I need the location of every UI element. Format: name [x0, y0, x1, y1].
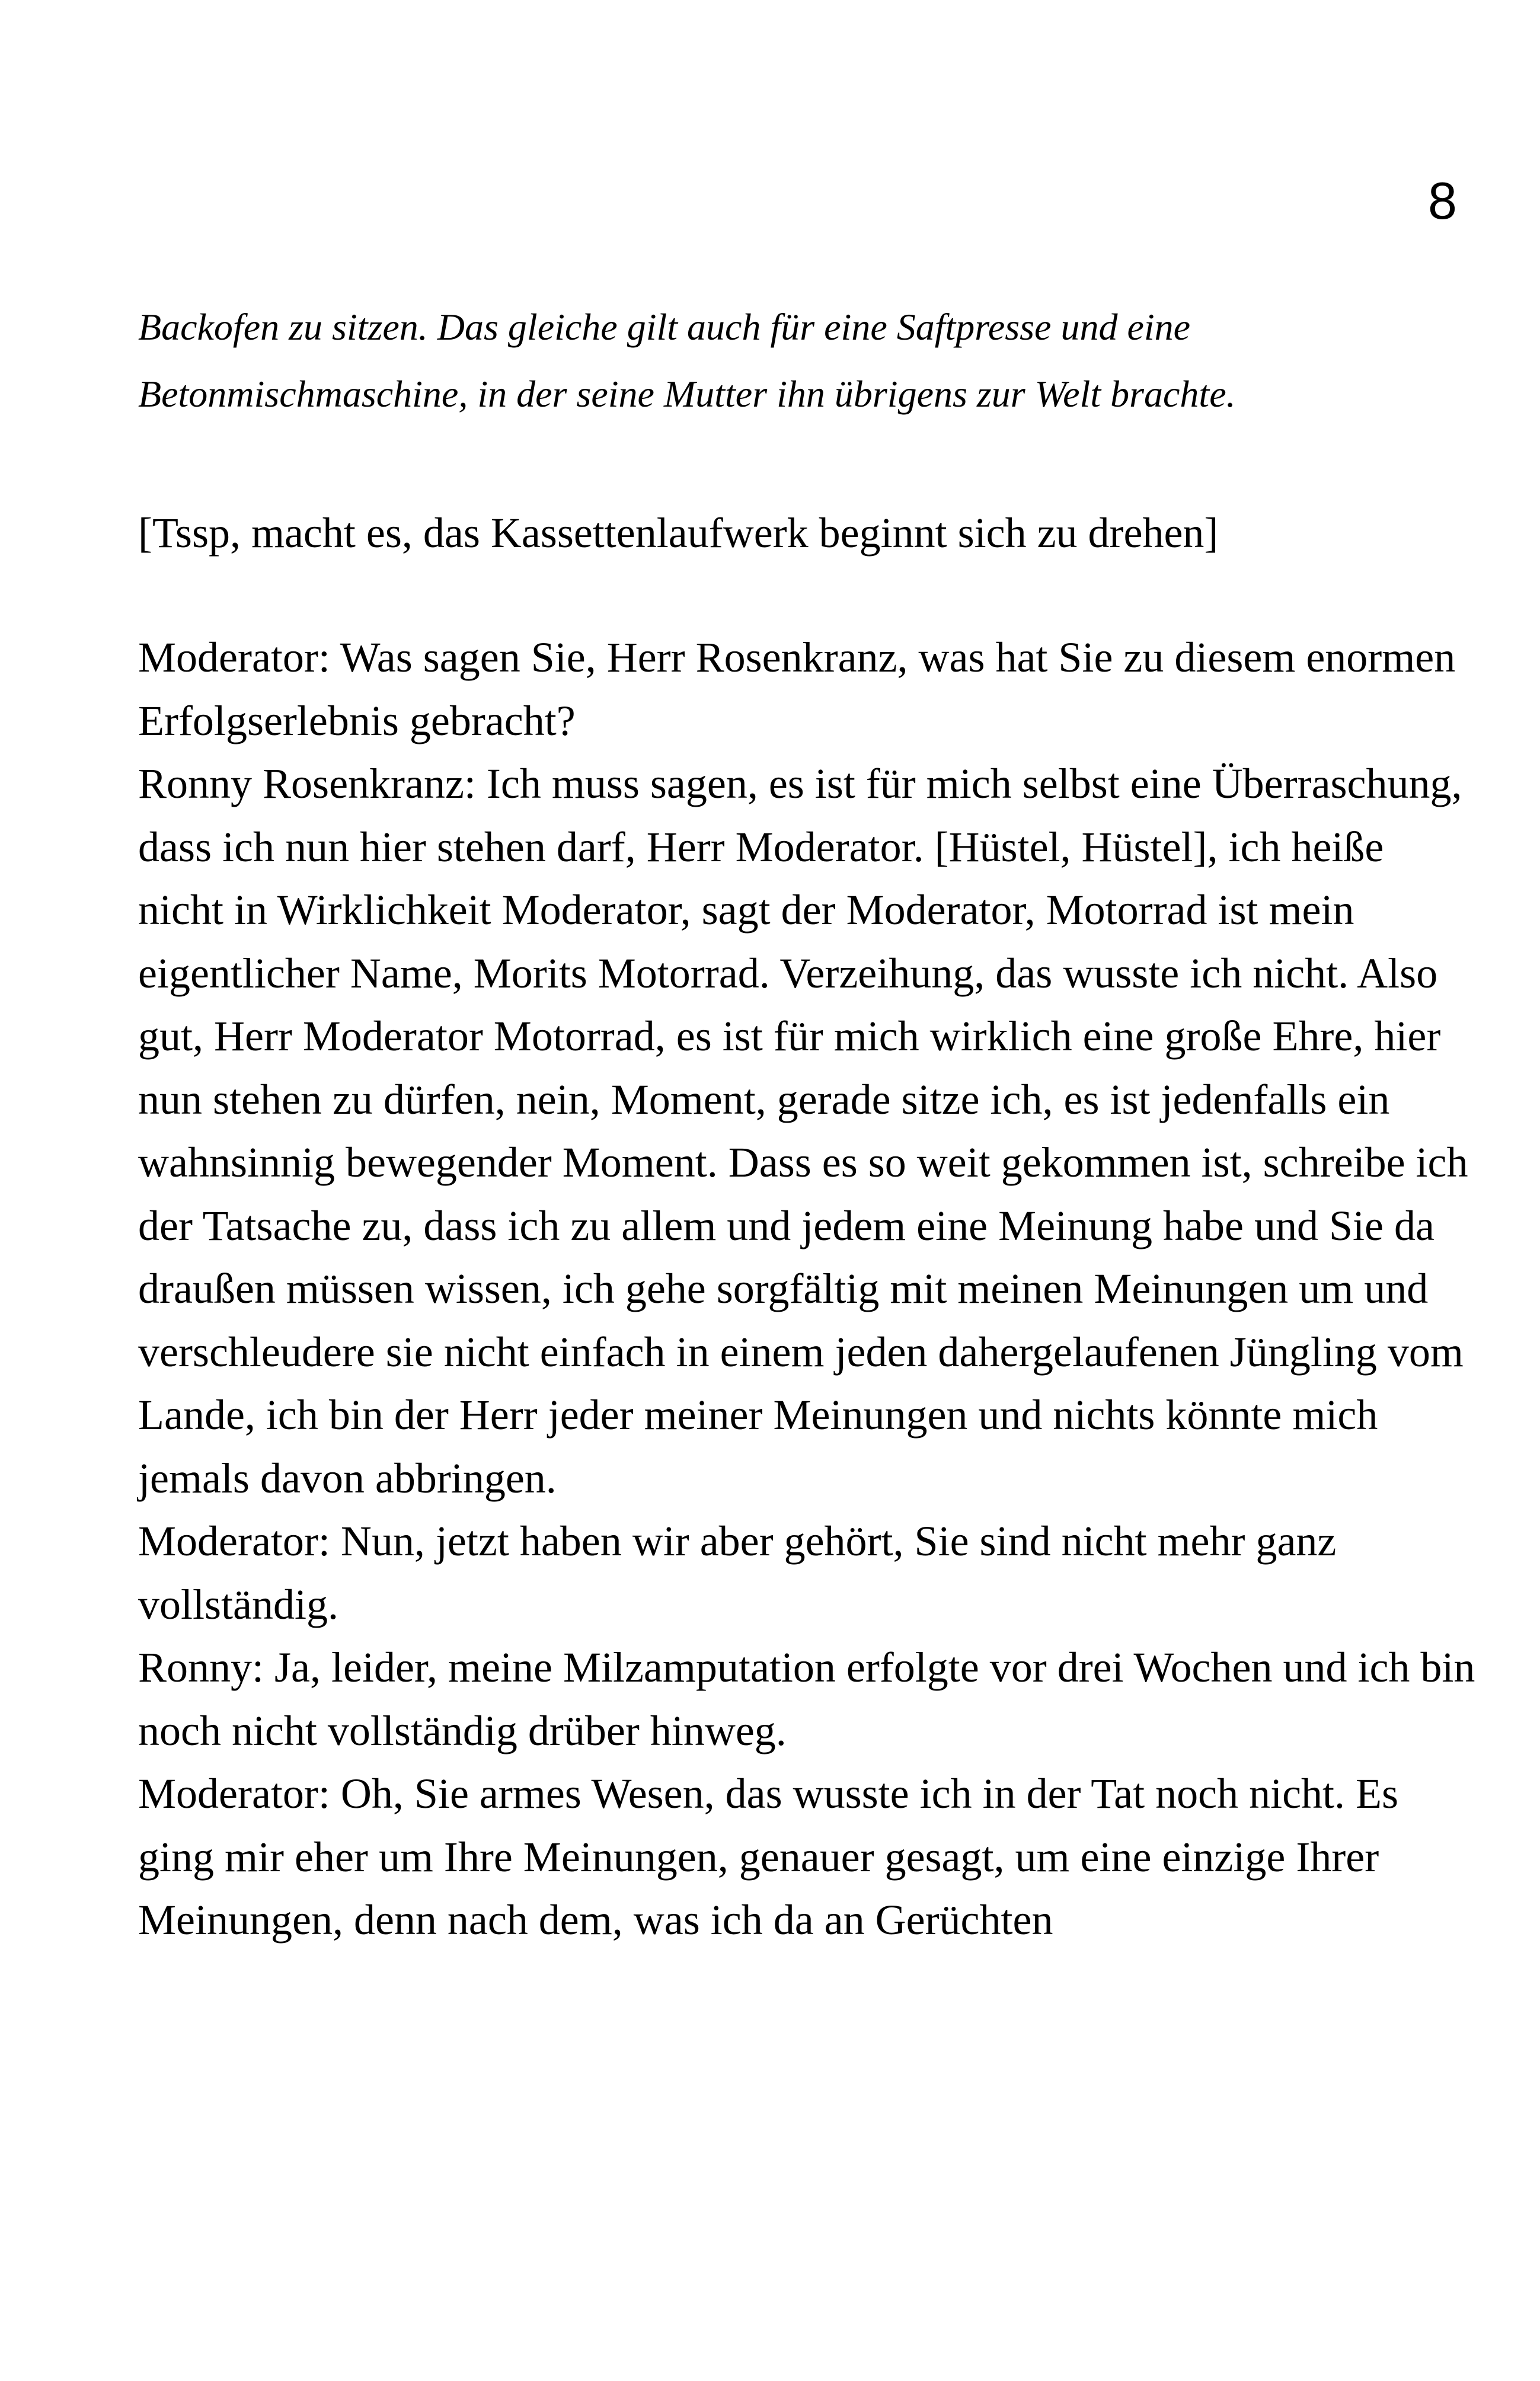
- stage-direction: [Tssp, macht es, das Kassettenlaufwerk beginnt sich zu drehen]: [138, 509, 1219, 557]
- dialogue-line: Ronny: Ja, leider, meine Milzamputation erfolgte vor drei Wochen und ich bin noch nicht vollständig drüber hinweg.: [138, 1644, 1475, 1754]
- page-number: 8: [1428, 171, 1457, 230]
- dialogue-block: [138, 626, 1478, 1952]
- intro-paragraph: Backofen zu sitzen. Das gleiche gilt auch für eine Saftpresse und eine Betonmischmaschine, in der seine Mutter ihn übrigens zur Welt brachte.: [138, 306, 1236, 415]
- page-body: [138, 293, 1478, 1952]
- dialogue-line: Moderator: Nun, jetzt haben wir aber gehört, Sie sind nicht mehr ganz vollständig.: [138, 1517, 1337, 1628]
- dialogue-line: Moderator: Oh, Sie armes Wesen, das wusste ich in der Tat noch nicht. Es ging mir eher um Ihre Meinungen, genauer gesagt, um eine einzige Ihrer Meinungen, denn nach dem, was ich da an Gerüchten: [138, 1770, 1399, 1944]
- dialogue-line: Ronny Rosenkranz: Ich muss sagen, es ist für mich selbst eine Überraschung, dass ich nun hier stehen darf, Herr Moderator. [Hüstel, Hüstel], ich heiße nicht in Wirklichkeit Moderator, sagt der Moderator, Motorrad ist mein eigentlicher Name, Morits Motorrad. Verzeihung, das wusste ich nicht. Also gut, Herr Moderator Motorrad, es ist für mich wirklich eine große Ehre, hier nun stehen zu dürfen, nein, Moment, gerade sitze ich, es ist jedenfalls ein wahnsinnig bewegender Moment. Dass es so weit gekommen ist, schreibe ich der Tatsache zu, dass ich zu allem und jedem eine Meinung habe und Sie da draußen müssen wissen, ich gehe sorgfältig mit meinen Meinungen um und verschleudere sie nicht einfach in einem jeden dahergelaufenen Jüngling vom Lande, ich bin der Herr jeder meiner Meinungen und nichts könnte mich jemals davon abbringen.: [138, 760, 1468, 1502]
- dialogue-line: Moderator: Was sagen Sie, Herr Rosenkranz, was hat Sie zu diesem enormen Erfolgserlebnis gebracht?: [138, 634, 1456, 744]
